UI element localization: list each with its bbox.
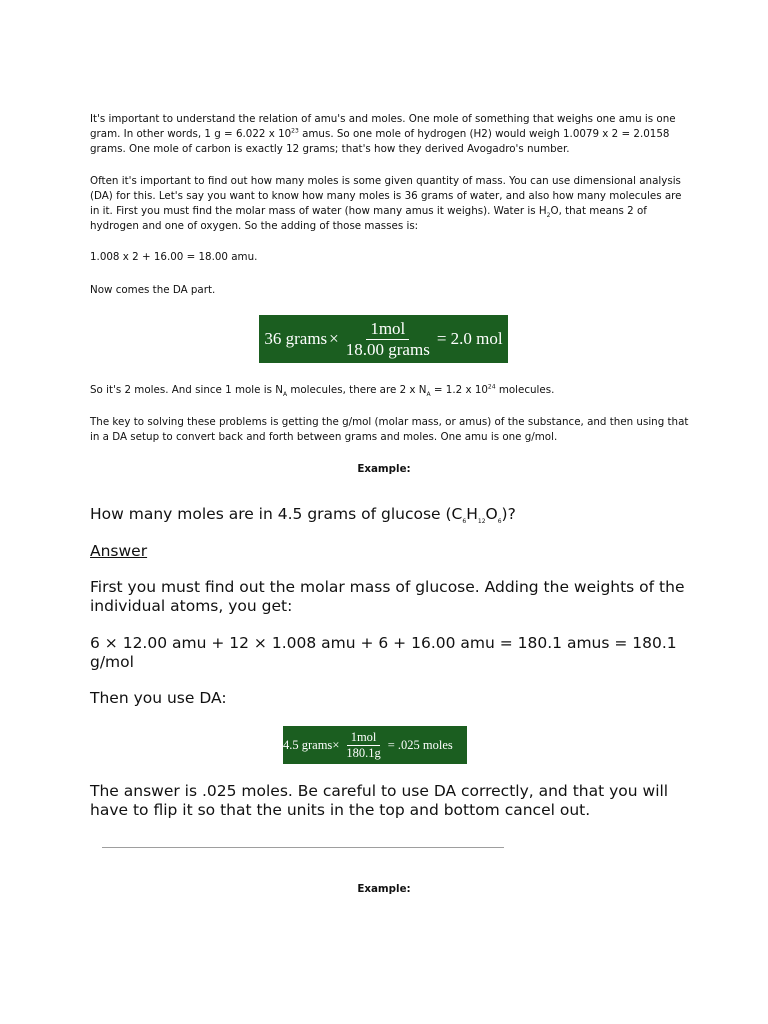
- eq2-times: ×: [332, 737, 340, 752]
- answer-conclusion: The answer is .025 moles. Be careful to use DA correctly, and that you will have to flip it so that the units in the top and bottom cancel out.: [90, 782, 669, 819]
- example-heading-2: Example:: [357, 883, 411, 895]
- answer-calculation: 6 × 12.00 amu + 12 × 1.008 amu + 6 + 16.00 amu = 180.1 amus = 180.1 g/mol: [90, 634, 677, 671]
- eq2-right: = .025 moles: [387, 737, 453, 752]
- eq1-fraction: [342, 319, 434, 360]
- eq2-fraction: [342, 730, 384, 761]
- eq2-denominator: 180.1g: [346, 745, 381, 760]
- eq1-right: = 2.0 mol: [436, 329, 503, 348]
- paragraph-da-part: Now comes the DA part.: [90, 284, 216, 296]
- horizontal-rule: [102, 847, 504, 848]
- equation-water: [259, 315, 508, 363]
- example-heading: Example:: [357, 463, 411, 475]
- eq1-denominator: 18.00 grams: [345, 339, 430, 359]
- answer-molar-mass: First you must find out the molar mass of glucose. Adding the weights of the individual atoms, you get:: [90, 578, 685, 615]
- eq1-left: 36 grams: [264, 329, 328, 348]
- paragraph-dimensional-analysis: Often it's important to find out how many moles is some given quantity of mass. You can use dimensional analysis (DA) for this. Let's say you want to know how many moles is 36 grams of water, and also how many molecules are in it. First you must find the molar mass of water (how many amus it weighs). Water is $H_2O$, that means 2 of hydrogen and one of oxygen. So the adding of those masses is:: [90, 175, 682, 232]
- paragraph-water-mass: 1.008 x 2 + 16.00 = 18.00 amu.: [90, 251, 258, 263]
- answer-link[interactable]: Answer: [90, 542, 148, 560]
- answer-then-da: Then you use DA:: [90, 689, 227, 707]
- question-glucose: How many moles are in 4.5 grams of glucose $(C_6H_{12}O_6)$?: [90, 505, 516, 526]
- eq1-numerator: 1mol: [366, 319, 409, 340]
- eq1-times: ×: [329, 329, 339, 348]
- paragraph-two-moles: So it's 2 moles. And since 1 mole is $N_A$ molecules, there are 2 x $N_A = 1.2$ x $10^{24}$ molecules.: [90, 383, 555, 399]
- paragraph-key: The key to solving these problems is getting the g/mol (molar mass, or amus) of the substance, and then using that in a DA setup to convert back and forth between grams and moles. One amu is one g/mol.: [90, 416, 689, 443]
- eq2-left: 4.5 grams: [283, 737, 333, 752]
- eq2-numerator: 1mol: [347, 730, 381, 746]
- equation-glucose: [283, 726, 467, 764]
- paragraph-amu-moles: It's important to understand the relation of amu's and moles. One mole of something that weighs one amu is one gram. In other words, 1 g = 6.022 x $10^{23}$ amus. So one mole of hydrogen (H2) would weigh 1.0079 x 2 = 2.0158 grams. One mole of carbon is exactly 12 grams; that's how they derived Avogadro's number.: [90, 113, 676, 155]
